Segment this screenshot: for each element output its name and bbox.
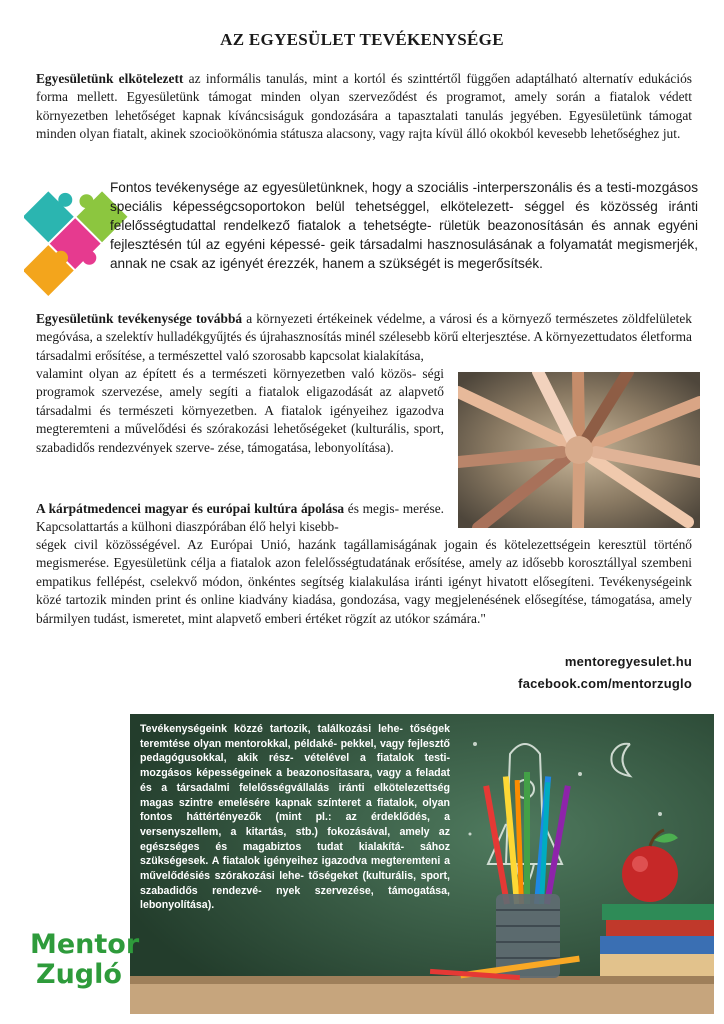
logo-line-2: Zugló xyxy=(36,959,122,990)
intro-text: az informális tanulás, mint a kortól és szinttértől függően adaptálható alternatív edukációs forma mellett. Egyesületünk támogat minden olyan szerveződést és programot, amely során a fiatalok védett környezetben lehetőséget kapnak kíváncsiságuk gondozására a tapasztalati tanulás jegyében. Egyesületünk támogat minden olyan fiatalt, akinek szocioökönómia státusza alacsony, vagy rajta kívül álló okokból kevesebb lehetőséghez jut. xyxy=(36,71,693,142)
website-link[interactable]: mentoregyesulet.hu xyxy=(564,654,692,669)
section3-text: és megis- merése. Kapcsolattartás a külhoni diaszpórában élő helyi kisebb- xyxy=(36,501,444,535)
page-title: AZ EGYESÜLET TEVÉKENYSÉGE xyxy=(220,30,504,49)
hands-photo xyxy=(458,372,700,528)
banner-text: Tevékenységeink közzé tartozik, találkozási lehe- tőségek teremtése olyan mentorokkal, példaké- pekkel, vagy fejlesztő pedagógusokkal, akik rész- vételével a fiatalok testi-mozgásos képességeinek a beazonositasara, vagy a feladat és a társadalmi felelősségvállalás iránti elkötelezettség magas szintre emelésére kapnak színteret a fiatalok, olyan fontos háttértényezők (mint pl.: az érdeklődés, a versenyszellem, a kitartás, stb.) fokozásával, amely az egészséges és magabiztos tudat kialakítá- sához szükségesek. A fiatalok igényeihez igazodva megteremteni a művelődésiés szórakozási lehe- tőségeket (kulturális, sport, szabadidős rendezvé- nyek szervezése, támogatása, lebonyolítása). xyxy=(140,723,450,912)
highlight-paragraph: Fontos tevékenysége az egyesületünknek, hogy a szociális -interperszonális és a testi-mozgásos speciális képességcsoportokon belül tehetséggel, elkötelezett- séggel és közösség iránti felelősségtudattal rendelkező fiatalok a tehetségte- rületük beazonosításán és annak egyéni fejlesztésén túl az egyéni képessé- geik társadalmi hasznosulásának a folyamatát megismerjék, annak ne csak az igényét érezzék, hanem a szükségét is megerősítsék. xyxy=(110,180,698,271)
intro-paragraph xyxy=(36,70,692,144)
section2-bold: Egyesületünk tevékenysége továbbá xyxy=(36,311,243,326)
section3-paragraph xyxy=(36,500,444,537)
intro-bold: Egyesületünk elkötelezett xyxy=(36,71,184,86)
section2-text: a környezeti értékeinek védelme, a városi és a környező természetes zöldfelületek megóvása, a szelektív hulladékgyűjtés és újrahasznosítás minél szélesebb körű elterjesztése. A környezettudatos életforma társadalmi erősítése, a természettel való szorosabb kapcsolat kialakítása, xyxy=(36,311,692,363)
logo-line-1: Mentor xyxy=(30,929,140,960)
section3-bold: A kárpátmedencei magyar és európai kultúra ápolása xyxy=(36,501,345,516)
chalkboard-banner xyxy=(130,714,714,1014)
section3-continued: ségek civil közösségével. Az Európai Unió, hazánk tagállamiságának jogain és kötelezettségein keresztül történő megismerése. Egyesületünk célja a fiatalok azon felelősségtudatának erősítése, amely az idősebb korosztállyal szembeni empatikus fellépést, cselekvő módon, önkéntes segítség kialakulása iránti igényt hivatott elősegíteni. Tevékenységeink közé tartozik minden print és online kiadvány kiadása, gondozása, vagy megjelenésének elősegítése, támogatása, amely bármilyen tudást, ismeretet, mint alapvető emberi értéket rögzít az utókor számára." xyxy=(36,537,692,626)
section2-continued: valamint olyan az épített és a természeti környezetben való közös- ségi programok szervezése, amely segíti a fiatalok eligazodását az alapvető társadalmi és természeti környezetben. A fiatalok igényeihez igazodva megteremteni a művelődési és szórakozási lehetőségeket (kulturális, sport, szabadidős rendezvények szerve- zése, támogatása, lebonyolítása). xyxy=(36,366,444,455)
mentor-zuglo-logo xyxy=(30,930,140,1000)
facebook-link[interactable]: facebook.com/mentorzuglo xyxy=(518,676,692,691)
section2-paragraph xyxy=(36,310,692,365)
